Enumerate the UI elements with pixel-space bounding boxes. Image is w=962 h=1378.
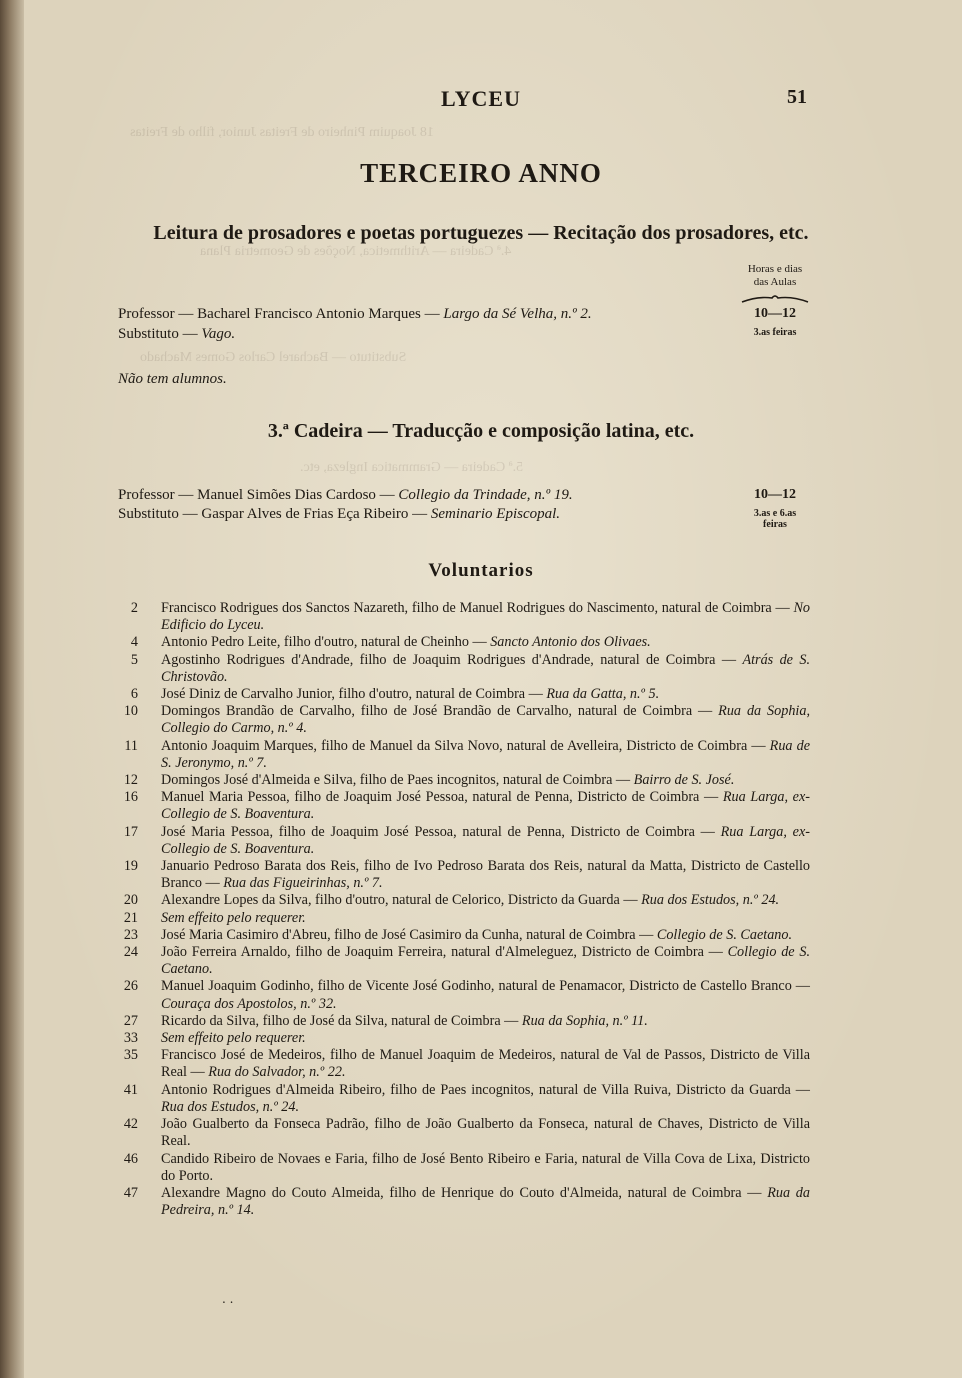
entry-text: Domingos José d'Almeida e Silva, filho de Paes incognitos, natural de Coimbra — bbox=[161, 772, 634, 789]
page-header bbox=[0, 86, 962, 116]
hours-header-line: Horas e dias bbox=[747, 263, 803, 275]
entry-address: Rua dos Estudos, n.º 24. bbox=[641, 892, 780, 909]
entry-address: Rua das Figueirinhas, n.º 7. bbox=[223, 875, 383, 892]
entry-number: 21 bbox=[123, 909, 138, 926]
entry-text: Francisco José de Medeiros, filho de Manuel Joaquim de Medeiros, natural de Val de Passos, Districto de Villa Real — bbox=[161, 1047, 810, 1081]
entry-number: 24 bbox=[123, 944, 138, 961]
entry-number: 19 bbox=[123, 858, 138, 875]
list-item bbox=[118, 927, 810, 944]
running-title: LYCEU bbox=[441, 86, 521, 111]
hours-column-header bbox=[735, 263, 815, 289]
entry-address: Collegio de S. Caetano. bbox=[161, 944, 810, 978]
entry-text: José Maria Casimiro d'Abreu, filho de José Casimiro da Cunha, natural de Coimbra — bbox=[161, 926, 657, 943]
bleed-through-text: Substituto — Bacharel Carlos Gomes Machado bbox=[140, 350, 407, 365]
role-label: Substituto bbox=[118, 506, 179, 522]
volunteers-list bbox=[118, 600, 810, 1219]
entry-address: Rua da Sophia, n.º 11. bbox=[521, 1012, 648, 1029]
class-hours: 10—12 bbox=[754, 306, 796, 321]
entry-text: José Diniz de Carvalho Junior, filho d'outro, natural de Coimbra — bbox=[161, 686, 547, 703]
entry-address: Bairro de S. José. bbox=[633, 772, 735, 789]
entry-text: Agostinho Rodrigues d'Andrade, filho de Joaquim Rodrigues d'Andrade, natural de Coimbra — bbox=[161, 651, 743, 668]
entry-number: 23 bbox=[123, 926, 138, 943]
entry-number: 47 bbox=[123, 1184, 138, 1201]
entry-number: 16 bbox=[123, 789, 138, 806]
entry-address: Rua Larga, ex-Collegio de S. Boaventura. bbox=[161, 823, 810, 857]
list-item bbox=[118, 910, 810, 927]
list-item bbox=[118, 1013, 810, 1030]
bleed-through-text: 5.ª Cadeira — Grammatica Ingleza, etc. bbox=[300, 460, 524, 475]
list-item bbox=[118, 1082, 810, 1116]
section-title-reading: Leitura de prosadores e poetas portuguezes — Recitação dos prosadores, etc. bbox=[153, 222, 809, 244]
entry-address: Rua do Salvador, n.º 22. bbox=[208, 1064, 346, 1081]
entry-text: Domingos Brandão de Carvalho, filho de José Brandão de Carvalho, natural de Coimbra — bbox=[161, 703, 719, 720]
entry-address: Rua Larga, ex-Collegio de S. Boaventura. bbox=[161, 789, 811, 823]
class-days: 3.as feiras bbox=[753, 327, 797, 338]
entry-text: João Ferreira Arnaldo, filho de Joaquim Ferreira, natural d'Almeleguez, Districto de Coimbra — bbox=[161, 944, 728, 961]
entry-number: 20 bbox=[123, 892, 138, 909]
substitute-row bbox=[118, 325, 698, 343]
list-item bbox=[118, 978, 810, 1012]
role-label: Professor bbox=[118, 306, 175, 322]
entry-number: 10 bbox=[123, 703, 138, 720]
no-students-note: Não tem alumnos. bbox=[118, 371, 227, 387]
entry-address: Atrás de S. Christovão. bbox=[161, 651, 810, 685]
list-item bbox=[118, 652, 810, 686]
year-title: TERCEIRO ANNO bbox=[360, 158, 602, 188]
entry-address: Couraça dos Apostolos, n.º 32. bbox=[161, 995, 337, 1012]
entry-address: Collegio de S. Caetano. bbox=[656, 926, 793, 943]
entry-address: Sancto Antonio dos Olivaes. bbox=[490, 634, 651, 651]
list-item bbox=[118, 600, 810, 634]
class-days-line: feiras bbox=[763, 519, 787, 530]
entry-address: Rua da Sophia, Collegio do Carmo, n.º 4. bbox=[161, 703, 810, 737]
list-item bbox=[118, 634, 810, 651]
class-days-line: 3.as e 6.as bbox=[753, 508, 797, 519]
list-item bbox=[118, 686, 810, 703]
entry-number: 4 bbox=[130, 634, 138, 651]
professor-name: — Bacharel Francisco Antonio Marques — bbox=[174, 306, 444, 322]
bleed-through-text: 18 Joaquim Pinheiro de Freitas Junior, filho de Freitas bbox=[130, 125, 434, 140]
section-title-latin: 3.ª Cadeira — Traducção e composição latina, etc. bbox=[267, 420, 695, 442]
list-item bbox=[118, 1030, 810, 1047]
list-item bbox=[118, 1151, 810, 1185]
entry-number: 27 bbox=[123, 1012, 138, 1029]
entry-number: 35 bbox=[123, 1047, 138, 1064]
entry-address: Rua da Gatta, n.º 5. bbox=[546, 686, 660, 703]
list-item bbox=[118, 858, 810, 892]
footer-mark: . . bbox=[222, 1292, 234, 1306]
substitute-address: Vago. bbox=[201, 326, 236, 342]
entry-text: José Maria Pessoa, filho de Joaquim José Pessoa, natural de Penna, Districto de Coimbra — bbox=[161, 823, 721, 840]
entry-number: 5 bbox=[130, 651, 138, 668]
entry-text: Ricardo da Silva, filho de José da Silva, natural de Coimbra — bbox=[161, 1012, 522, 1029]
list-item bbox=[118, 738, 810, 772]
entry-text: João Gualberto da Fonseca Padrão, filho de João Gualberto da Fonseca, natural de Chaves, Districto de Villa Real. bbox=[161, 1116, 810, 1150]
professor-address: Largo da Sé Velha, n.º 2. bbox=[443, 306, 592, 322]
entry-number: 33 bbox=[123, 1030, 138, 1047]
entry-text: Alexandre Lopes da Silva, filho d'outro, natural de Celorico, Districto da Guarda — bbox=[161, 892, 642, 909]
professor-name: — Manuel Simões Dias Cardoso — bbox=[174, 487, 399, 503]
entry-text: Francisco Rodrigues dos Sanctos Nazareth, filho de Manuel Rodrigues do Nascimento, natural de Coimbra — bbox=[161, 600, 794, 616]
entry-address: Sem effeito pelo requerer. bbox=[161, 909, 306, 926]
class-hours: 10—12 bbox=[754, 487, 796, 502]
substitute-row bbox=[118, 505, 698, 523]
entry-number: 42 bbox=[123, 1116, 138, 1133]
bleed-through-text: 4.ª Cadeira — Arithmetica, Noções de Geometria Plana bbox=[200, 244, 512, 259]
entry-number: 12 bbox=[123, 772, 138, 789]
page-number: 51 bbox=[787, 86, 807, 108]
professor-address: Collegio da Trindade, n.º 19. bbox=[398, 487, 573, 503]
list-item bbox=[118, 1116, 810, 1150]
role-label: Professor bbox=[118, 487, 175, 503]
entry-address: Rua de S. Jeronymo, n.º 7. bbox=[161, 737, 810, 771]
list-item bbox=[118, 1185, 810, 1219]
entry-address: Rua da Pedreira, n.º 14. bbox=[161, 1184, 810, 1219]
entry-text: Antonio Joaquim Marques, filho de Manuel da Silva Novo, natural de Avelleira, Districto de Coimbra — bbox=[161, 737, 770, 754]
entry-text: Januario Pedroso Barata dos Reis, filho de Ivo Pedroso Barata dos Reis, natural da Matta, Districto de Castello Branco — bbox=[161, 858, 810, 892]
entry-address: Rua dos Estudos, n.º 24. bbox=[161, 1098, 300, 1115]
list-item bbox=[118, 772, 810, 789]
brace-icon bbox=[740, 292, 810, 304]
entry-number: 17 bbox=[123, 823, 138, 840]
volunteers-title: Voluntarios bbox=[428, 560, 534, 581]
list-item bbox=[118, 824, 810, 858]
entry-text: Antonio Rodrigues d'Almeida Ribeiro, filho de Paes incognitos, natural de Villa Ruiva, Districto da Guarda — bbox=[161, 1081, 810, 1098]
entry-text: Antonio Pedro Leite, filho d'outro, natural de Cheinho — bbox=[161, 634, 491, 651]
entry-text: Alexandre Magno do Couto Almeida, filho de Henrique do Couto d'Almeida, natural de Coimbra — bbox=[161, 1184, 768, 1201]
entry-number: 26 bbox=[123, 978, 138, 995]
entry-address: Sem effeito pelo requerer. bbox=[161, 1030, 306, 1047]
entry-text: Manuel Joaquim Godinho, filho de Vicente José Godinho, natural de Penamacor, Districto de Castello Branco — bbox=[161, 978, 810, 995]
list-item bbox=[118, 703, 810, 737]
entry-text: Manuel Maria Pessoa, filho de Joaquim José Pessoa, natural de Penna, Districto de Coimbra — bbox=[161, 789, 723, 806]
entry-text: Candido Ribeiro de Novaes e Faria, filho de José Bento Ribeiro e Faria, natural de Villa Cova de Lixa, Districto do Porto. bbox=[161, 1150, 810, 1184]
book-gutter bbox=[0, 0, 24, 1378]
class-days bbox=[735, 508, 815, 530]
entry-number: 41 bbox=[123, 1081, 138, 1098]
substitute-address: Seminario Episcopal. bbox=[430, 506, 561, 522]
entry-number: 46 bbox=[123, 1150, 138, 1167]
list-item bbox=[118, 1047, 810, 1081]
substitute-name: — bbox=[178, 326, 202, 342]
entry-number: 11 bbox=[124, 737, 138, 754]
hours-header-line: das Aulas bbox=[753, 276, 797, 288]
professor-row bbox=[118, 305, 698, 323]
substitute-name: — Gaspar Alves de Frias Eça Ribeiro — bbox=[178, 506, 431, 522]
list-item bbox=[118, 944, 810, 978]
entry-number: 2 bbox=[130, 600, 138, 616]
list-item bbox=[118, 789, 810, 823]
list-item bbox=[118, 892, 810, 909]
entry-number: 6 bbox=[130, 686, 138, 703]
professor-row bbox=[118, 486, 698, 504]
role-label: Substituto bbox=[118, 326, 179, 342]
entry-address: No Edificio do Lyceu. bbox=[161, 600, 810, 634]
